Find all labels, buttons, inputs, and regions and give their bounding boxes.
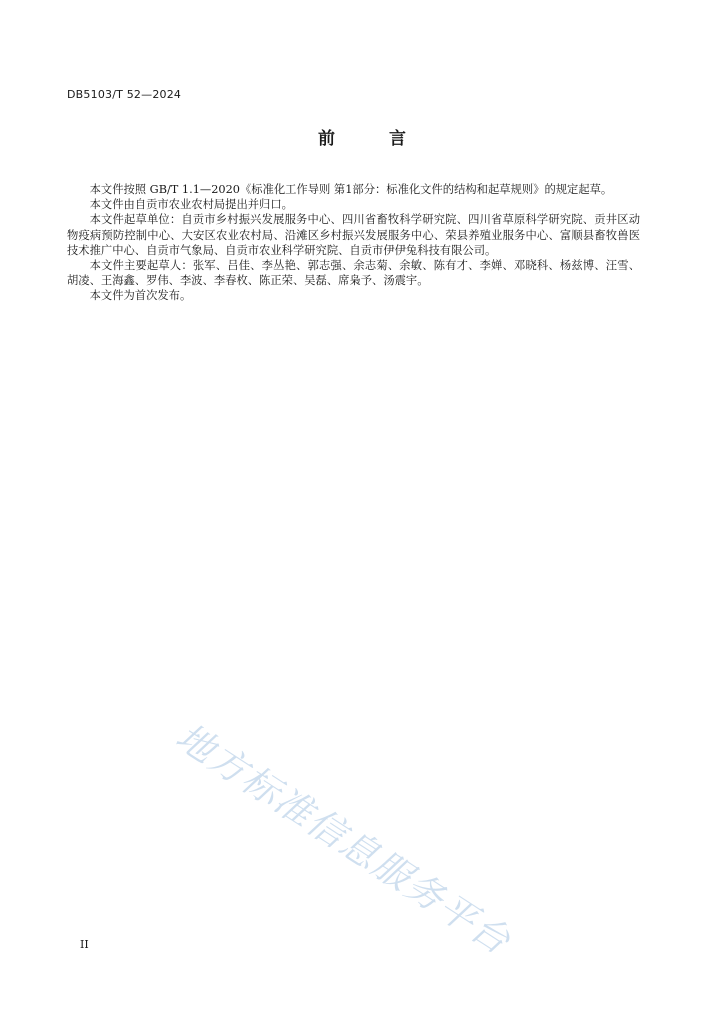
title-char-1: 前 [318, 129, 335, 149]
paragraph-first-release: 本文件为首次发布。 [89, 289, 192, 303]
paragraph-drafters: 本文件主要起草人：张军、吕佳、李丛艳、郭志强、余志菊、余敏、陈有才、李婵、邓晓科、杨兹博、汪雪、胡凌、王海鑫、罗伟、李波、李春枚、陈正荣、吴磊、席枭予、汤震宇。 [67, 259, 640, 288]
document-code: DB5103/T 52—2024 [67, 88, 182, 101]
title-char-2: 言 [389, 129, 406, 149]
page-title [0, 124, 724, 149]
foreword-body [67, 182, 640, 304]
paragraph-proposer: 本文件由自贡市农业农村局提出并归口。 [89, 198, 293, 212]
watermark: 地方标准信息服务平台 [168, 714, 519, 964]
paragraph-drafting-units: 本文件起草单位：自贡市乡村振兴发展服务中心、四川省畜牧科学研究院、四川省草原科学研究院、贡井区动物疫病预防控制中心、大安区农业农村局、沿滩区乡村振兴发展服务中心、荣县养殖业服务中心、富顺县畜牧兽医技术推广中心、自贡市气象局、自贡市农业科学研究院、自贡市伊伊兔科技有限公司。 [67, 213, 640, 257]
paragraph-drafting-basis: 本文件按照 GB/T 1.1—2020《标准化工作导则 第1部分：标准化文件的结构和起草规则》的规定起草。 [89, 183, 613, 196]
page-number: II [80, 938, 89, 951]
